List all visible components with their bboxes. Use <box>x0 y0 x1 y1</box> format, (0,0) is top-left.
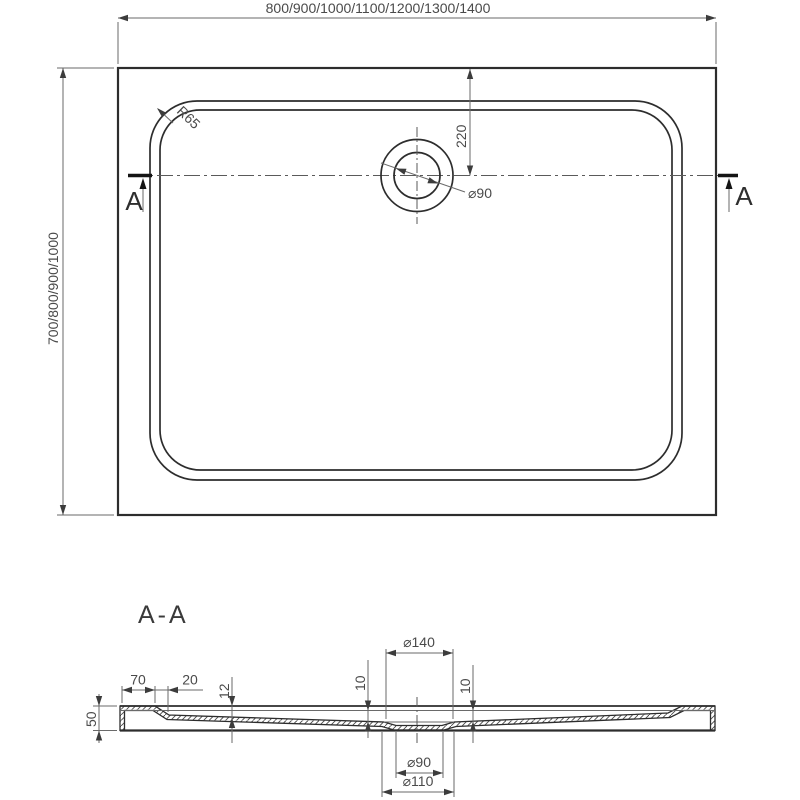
arrow-right-icon <box>444 789 454 795</box>
basin-inner-rounded-edge <box>160 110 672 470</box>
arrow-left-icon <box>122 687 132 693</box>
arrow-up-icon <box>96 731 102 741</box>
section-letter-right: A <box>735 181 753 211</box>
rim-flat-width-text: 70 <box>130 671 146 688</box>
top-width-dimension <box>118 0 716 64</box>
corner-radius-text: R65 <box>173 102 204 133</box>
section-mark-left <box>125 176 152 217</box>
drain-depth-right-text: 10 <box>457 678 473 694</box>
arrow-up-icon <box>467 69 473 79</box>
arrow-right-icon <box>706 15 716 21</box>
section-letter-left: A <box>125 186 143 216</box>
section-title: A-A <box>138 601 189 629</box>
arrow-down-icon <box>96 696 102 706</box>
arrow-right-icon <box>433 770 443 776</box>
basin-outer-rounded-edge <box>150 101 682 480</box>
rim-slope-width-text: 20 <box>182 671 198 688</box>
arrow-down-icon <box>467 166 473 176</box>
drain-diameter-dimension <box>381 163 492 201</box>
recess-bottom-diameter-text: ⌀110 <box>402 773 434 789</box>
arrow-upleft-icon <box>396 169 407 175</box>
arrow-down-icon <box>60 505 66 515</box>
corner-radius-dimension <box>157 103 204 132</box>
arrow-up-icon <box>60 68 66 78</box>
depth-dimension-text: 700/800/900/1000 <box>45 232 61 345</box>
side-height-dimension <box>83 694 117 743</box>
drain-offset-text: 220 <box>453 124 469 148</box>
drain-depth-left-text: 10 <box>352 675 368 691</box>
arrow-downright-icon <box>427 177 438 183</box>
arrow-left-icon <box>382 789 392 795</box>
drain-diameter-text: ⌀90 <box>468 185 493 201</box>
drain-hole-diameter-dimension <box>396 732 443 778</box>
top-view <box>45 0 753 515</box>
recess-top-diameter-text: ⌀140 <box>403 634 435 650</box>
arrow-left-icon <box>168 687 178 693</box>
width-dimension-text: 800/900/1000/1100/1200/1300/1400 <box>265 0 491 16</box>
section-mark-right <box>718 176 753 213</box>
arrow-left-icon <box>386 650 396 656</box>
left-depth-dimension <box>45 68 114 515</box>
inner-depth-text: 12 <box>216 683 232 699</box>
section-view <box>83 601 715 797</box>
arrow-right-icon <box>145 687 155 693</box>
arrow-left-icon <box>118 15 128 21</box>
drain-hole-diameter-text: ⌀90 <box>406 754 432 770</box>
view-direction-arrow-icon <box>726 178 733 189</box>
drain-offset-dimension <box>453 69 473 176</box>
arrow-right-icon <box>443 650 453 656</box>
side-height-text: 50 <box>83 711 99 727</box>
